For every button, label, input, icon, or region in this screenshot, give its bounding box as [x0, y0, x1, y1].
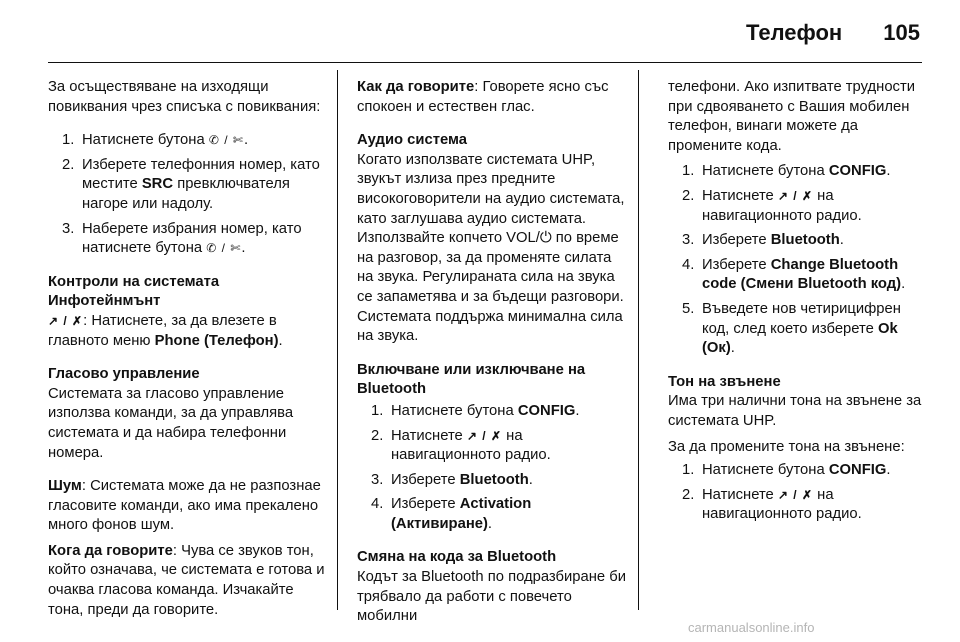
code-section: Смяна на кода за Bluetooth Кодът за Bluetooth по подразбиране би трябвало да работи с повечето мобилни [357, 548, 631, 626]
call-list-steps [48, 131, 330, 259]
list-item: 2. Натиснете ↗ / ✗ на навигационното радио. [682, 486, 862, 523]
list-item: 1. Натиснете бутона ✆ / ✄. [62, 132, 249, 149]
how-paragraph: Как да говорите: Говорете ясно със спокоен и естествен глас. [357, 79, 609, 115]
column-divider [638, 70, 639, 610]
header-rule [48, 62, 922, 63]
section-heading: Смяна на кода за Bluetooth [357, 549, 557, 566]
ring-intro: За да промените тона на звънене: [668, 438, 905, 455]
phone-reject-icon: ↗ / ✗ [466, 428, 503, 443]
section-heading: Тон на звънене [668, 373, 781, 390]
ring-steps [668, 461, 930, 525]
list-item: 1. Натиснете бутона CONFIG. [682, 462, 891, 479]
list-item: 4. Изберете Change Bluetooth code (Смени Bluetooth код). [682, 256, 906, 293]
intro-paragraph: За осъществяване на изходящи повиквания чрез списъка с повиквания: [48, 79, 321, 115]
list-item: 1. Натиснете бутона CONFIG. [682, 163, 891, 180]
column-2 [357, 78, 631, 641]
list-item: 5. Въведете нов четирицифрен код, след което изберете Ok (Ок). [682, 300, 901, 357]
controls-section: Контроли на системата Инфотейнмънт ↗ / ✗: Натиснете, за да влезете в главното меню Phone (Телефон). [48, 273, 330, 351]
list-item: 3. Изберете Bluetooth. [682, 232, 844, 249]
voice-section: Гласово управление Системата за гласово управление използва команди, за да управлява системата и да набира телефонни номера. [48, 365, 330, 463]
section-heading: Контроли на системата Инфотейнмънт [48, 273, 220, 310]
column-1 [48, 78, 330, 634]
phone-icon: ✆ / ✄ [208, 133, 244, 148]
column-3 [668, 78, 930, 539]
list-item: 3. Наберете избрания номер, като натиснете бутона ✆ / ✄. [62, 220, 302, 257]
page-header-title: Телефон [746, 20, 843, 45]
phone-reject-icon: ↗ / ✗ [777, 188, 814, 203]
list-item: 2. Натиснете ↗ / ✗ на навигационното радио. [371, 427, 551, 464]
phone-icon: ✆ / ✄ [206, 241, 242, 256]
when-paragraph: Кога да говорите: Чува се звуков тон, който означава, че системата е готова и очаква гласова команда. Изчакайте тона, преди да говорите. [48, 542, 325, 618]
section-heading: Включване или изключване на Bluetooth [357, 361, 586, 398]
bt-heading [357, 361, 631, 400]
phone-reject-icon: ↗ / ✗ [777, 487, 814, 502]
noise-paragraph: Шум: Системата може да не разпознае гласовите команди, ако има прекалено много фонов шум. [48, 478, 321, 534]
page-number: 105 [883, 20, 920, 45]
phone-reject-icon: ↗ / ✗ [48, 313, 84, 328]
audio-section: Аудио система Когато използвате системата UHP, звукът излиза през предните високоговорители на аудио системата, като заглушава аудио системата. Използвайте копчето VOL/⏻ по време на разговор, за да променяте силата на звука. Регулираната сила на звука се запаметява и за бъдещи разговори. Системата поддържа минимална сила на звука. [357, 131, 631, 347]
ring-section: Тон на звънене Има три налични тона на звънене за системата UHP. [668, 373, 930, 432]
list-item: 4. Изберете Activation (Активиране). [371, 496, 532, 532]
list-item: 3. Изберете Bluetooth. [371, 471, 533, 488]
column-divider [337, 70, 338, 610]
code-continued: телефони. Ако изпитвате трудности при сдвояването с Вашия мобилен телефон, винаги можете да промените кода. [668, 79, 916, 154]
list-item: 2. Натиснете ↗ / ✗ на навигационното радио. [682, 187, 862, 224]
section-heading: Гласово управление [48, 366, 200, 383]
watermark: carmanualsonline.info [688, 620, 815, 635]
list-item: 1. Натиснете бутона CONFIG. [371, 402, 580, 419]
bt-steps [357, 402, 631, 535]
code-steps [668, 162, 930, 358]
list-item: 2. Изберете телефонния номер, като местите SRC превключвателя нагоре или надолу. [62, 156, 320, 212]
section-heading: Аудио система [357, 132, 468, 149]
